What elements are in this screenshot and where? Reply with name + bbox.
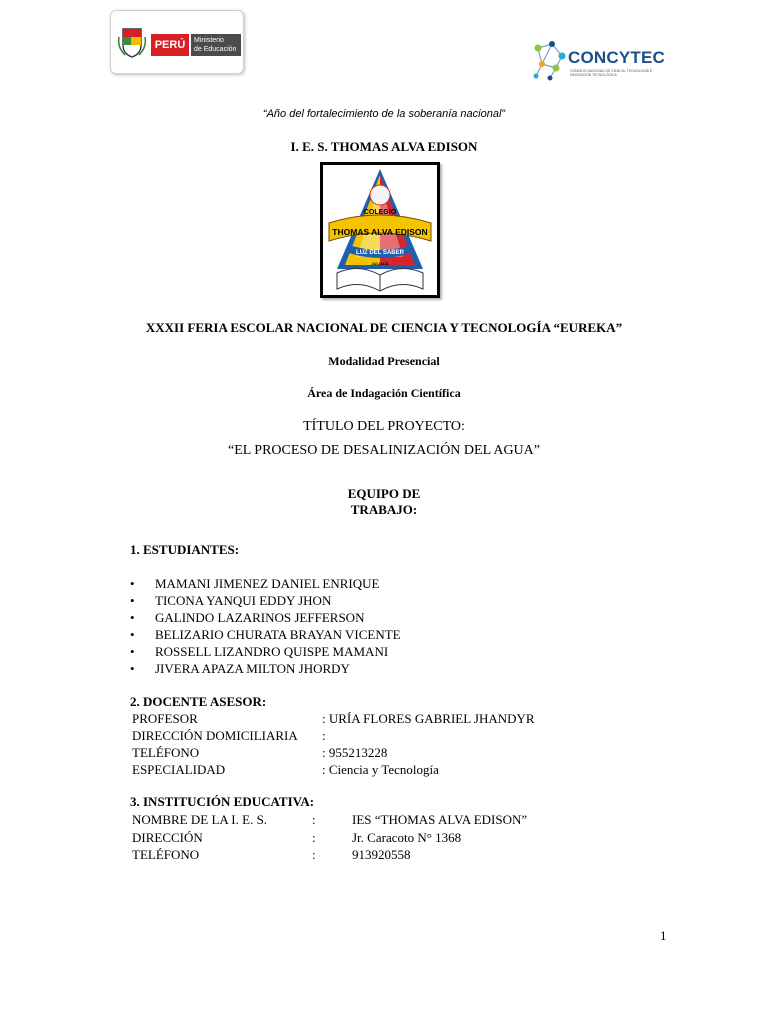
institucion-value: Jr. Caracoto N° 1368 (352, 830, 462, 845)
bullet-icon: • (130, 576, 135, 591)
bullet-icon: • (130, 610, 135, 625)
student-name: JIVERA APAZA MILTON JHORDY (155, 661, 350, 676)
student-list (130, 575, 401, 677)
concytec-logo (530, 38, 670, 84)
crest-emblem-icon (323, 165, 437, 295)
institucion-value: IES “THOMAS ALVA EDISON” (352, 812, 528, 827)
student-name: BELIZARIO CHURATA BRAYAN VICENTE (155, 627, 401, 642)
ministerio-line2: de Educación (194, 46, 237, 53)
docente-value: : 955213228 (322, 745, 388, 760)
institucion-heading: 3. INSTITUCIÓN EDUCATIVA: (130, 794, 315, 809)
page-number: 1 (660, 928, 667, 943)
estudiantes-heading: 1. ESTUDIANTES: (130, 542, 240, 557)
concytec-wordmark: CONCYTEC (568, 48, 665, 67)
crest-motto-text: LUZ DEL SABER (356, 250, 404, 256)
institucion-key: TELÉFONO (132, 847, 200, 862)
student-name: TICONA YANQUI EDDY JHON (155, 593, 332, 608)
list-item (130, 660, 401, 677)
list-item (130, 609, 401, 626)
feria-title: XXXII FERIA ESCOLAR NACIONAL DE CIENCIA Y TECNOLOGÍA “EUREKA” (145, 320, 623, 335)
equipo-line1: EQUIPO DE (347, 486, 421, 501)
docente-heading: 2. DOCENTE ASESOR: (130, 694, 267, 709)
school-name: I. E. S. THOMAS ALVA EDISON (290, 139, 478, 154)
docente-value: : (322, 728, 326, 743)
titulo-label: TÍTULO DEL PROYECTO: (303, 419, 465, 434)
ministerio-line1: Ministerio (194, 37, 224, 44)
institucion-key: DIRECCIÓN (132, 830, 203, 845)
crest-top-text: COLEGIO (363, 209, 397, 216)
docente-key: PROFESOR (132, 711, 198, 726)
ministerio-label (191, 34, 241, 56)
docente-value: : URÍA FLORES GABRIEL JHANDYR (322, 711, 535, 726)
student-name: ROSSELL LIZANDRO QUISPE MAMANI (155, 644, 389, 659)
area: Área de Indagación Científica (307, 386, 461, 400)
bullet-icon: • (130, 661, 135, 676)
student-name: MAMANI JIMENEZ DANIEL ENRIQUE (155, 576, 380, 591)
concytec-network-icon (530, 38, 568, 82)
peru-shield-icon (117, 27, 147, 59)
institucion-key: NOMBRE DE LA I. E. S. (132, 812, 268, 827)
crest-name-text: THOMAS ALVA EDISON (332, 227, 428, 237)
peru-label: PERÚ (151, 34, 189, 56)
list-item (130, 575, 401, 592)
list-item (130, 626, 401, 643)
institucion-colon: : (312, 830, 316, 845)
concytec-subtitle: CONSEJO NACIONAL DE CIENCIA, TECNOLOGÍA E INNOVACIÓN TECNOLÓGICA (570, 69, 652, 77)
docente-value: : Ciencia y Tecnología (322, 762, 439, 777)
institucion-colon: : (312, 847, 316, 862)
equipo-line2: TRABAJO: (350, 502, 418, 517)
bullet-icon: • (130, 593, 135, 608)
modalidad: Modalidad Presencial (328, 354, 440, 368)
minedu-logo (110, 10, 244, 74)
school-crest (320, 162, 440, 298)
bullet-icon: • (130, 644, 135, 659)
docente-key: TELÉFONO (132, 745, 200, 760)
docente-key: DIRECCIÓN DOMICILIARIA (132, 728, 298, 743)
list-item (130, 643, 401, 660)
project-title: “EL PROCESO DE DESALINIZACIÓN DEL AGUA” (228, 443, 540, 458)
institucion-colon: : (312, 812, 316, 827)
bullet-icon: • (130, 627, 135, 642)
crest-city-text: JULIACA (371, 261, 389, 266)
year-motto: “Año del fortalecimiento de la soberanía nacional” (262, 108, 506, 120)
student-name: GALINDO LAZARINOS JEFFERSON (155, 610, 365, 625)
docente-key: ESPECIALIDAD (132, 762, 226, 777)
institucion-value: 913920558 (352, 847, 411, 862)
list-item (130, 592, 401, 609)
